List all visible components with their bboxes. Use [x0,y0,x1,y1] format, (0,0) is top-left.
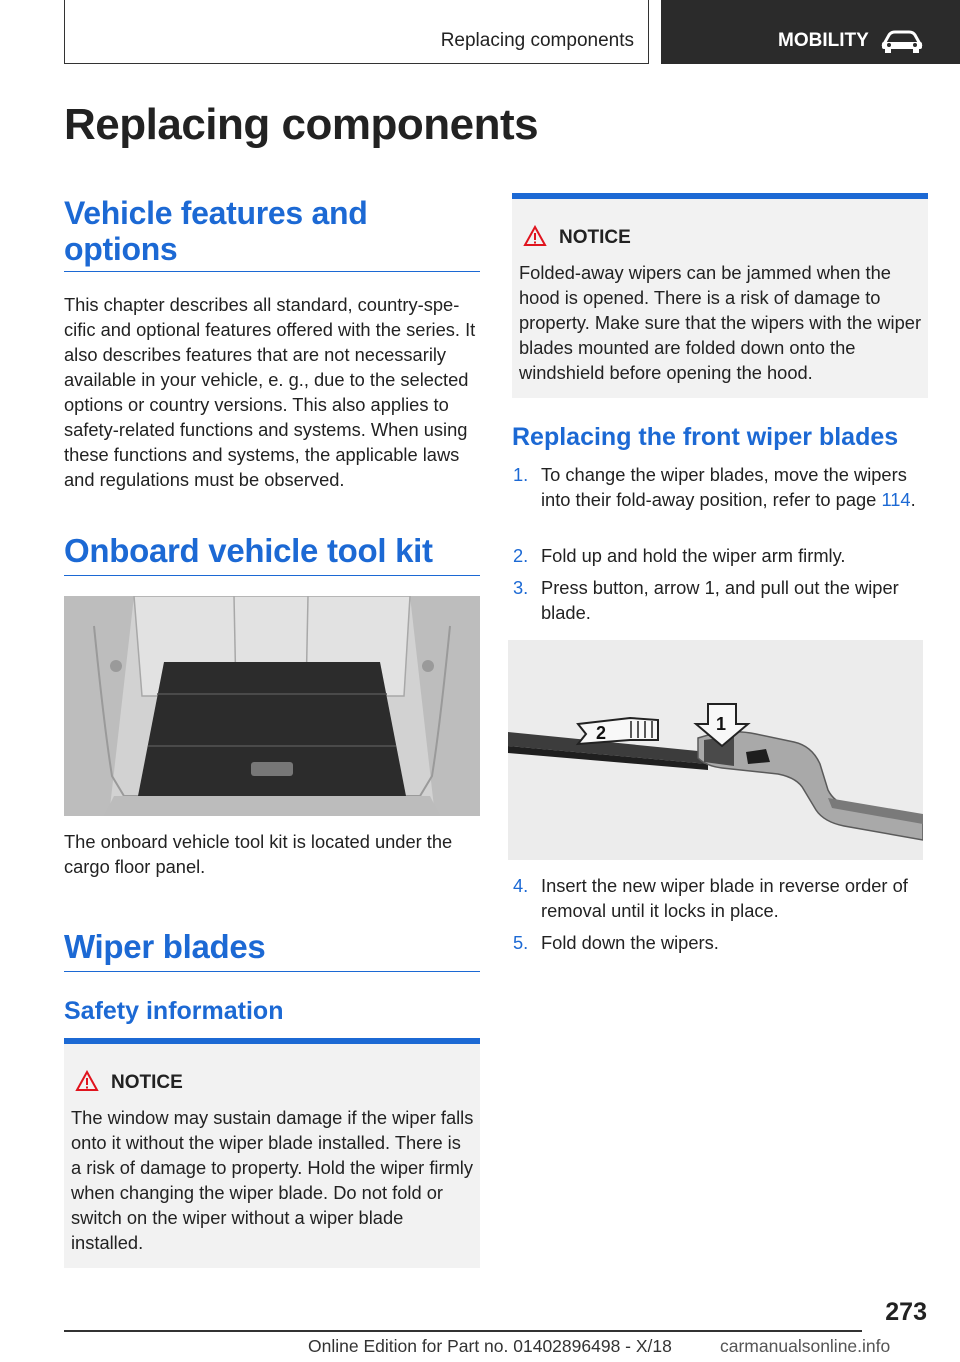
step-number: 5. [513,932,529,953]
footer-watermark: carmanualsonline.info [720,1336,891,1356]
step-5 [513,930,933,955]
step-number: 1. [513,464,529,485]
header-section-title: Replacing components [440,30,634,51]
diagram-label-2: 2 [596,723,607,743]
wiper-heading: Wiper blades [64,927,480,972]
step-1 [513,462,933,537]
step-text: Fold down the wipers. [541,932,719,953]
footer-edition: Online Edition for Part no. 01402896498 - X/18 [308,1336,672,1356]
header-section-box [64,0,649,64]
page-title: Replacing components [64,100,539,149]
features-heading: Vehicle features and options [64,195,480,272]
toolkit-heading: Onboard vehicle tool kit [64,531,480,576]
page-number: 273 [885,1298,927,1326]
toolkit-body: The onboard vehicle tool kit is located under the cargo floor panel. [64,831,453,877]
notice-1-label: NOTICE [111,1072,183,1093]
step-number: 2. [513,545,529,566]
step-text: To change the wiper blades, move the wipers into their fold-away position, refer to page 114. [541,464,916,510]
step-2 [513,543,933,568]
notice-box-2 [512,193,928,398]
step-number: 3. [513,577,529,598]
notice-1-body: The window may sustain damage if the wiper falls onto it without the wiper blade installed. There is a risk of damage to property. Hold the wiper firmly when changing the wiper blade. Do not fold or switch on the wiper without a wiper blade installed. [71,1107,474,1253]
safety-info-heading: Safety information [64,997,284,1025]
step-text: Press button, arrow 1, and pull out the wiper blade. [541,577,899,623]
notice-2-body: Folded-away wipers can be jammed when the hood is opened. There is a risk of damage to property. Make sure that the wipers with the wiper blades mounted are folded down onto the windshield before opening the hood. [519,262,922,383]
notice-box-1 [64,1038,480,1268]
warning-triangle-icon [75,1070,99,1092]
features-body: This chapter describes all standard, country-specific and optional features offered with the series. It also describes features that are not necessarily available in your vehicle, e. g., due to the selected options or country versions. This also applies to safety-related functions and systems. When using these functions and systems, the applicable laws and regulations must be observed. [64,294,476,490]
wiper-blade-diagram [508,640,923,860]
step-4 [513,873,933,923]
footer-rule [64,1330,862,1332]
header-chapter-title: MOBILITY [778,30,869,51]
diagram-label-1: 1 [716,714,727,734]
page-link[interactable]: 114 [881,489,911,510]
notice-2-label: NOTICE [559,227,631,248]
car-icon [880,30,924,54]
front-wiper-heading: Replacing the front wiper blades [512,423,899,451]
step-number: 4. [513,875,529,896]
warning-triangle-icon [523,225,547,247]
step-text: Insert the new wiper blade in reverse order of removal until it locks in place. [541,875,908,921]
step-text: Fold up and hold the wiper arm firmly. [541,545,846,566]
step-3 [513,575,933,625]
cargo-area-image [64,596,480,816]
